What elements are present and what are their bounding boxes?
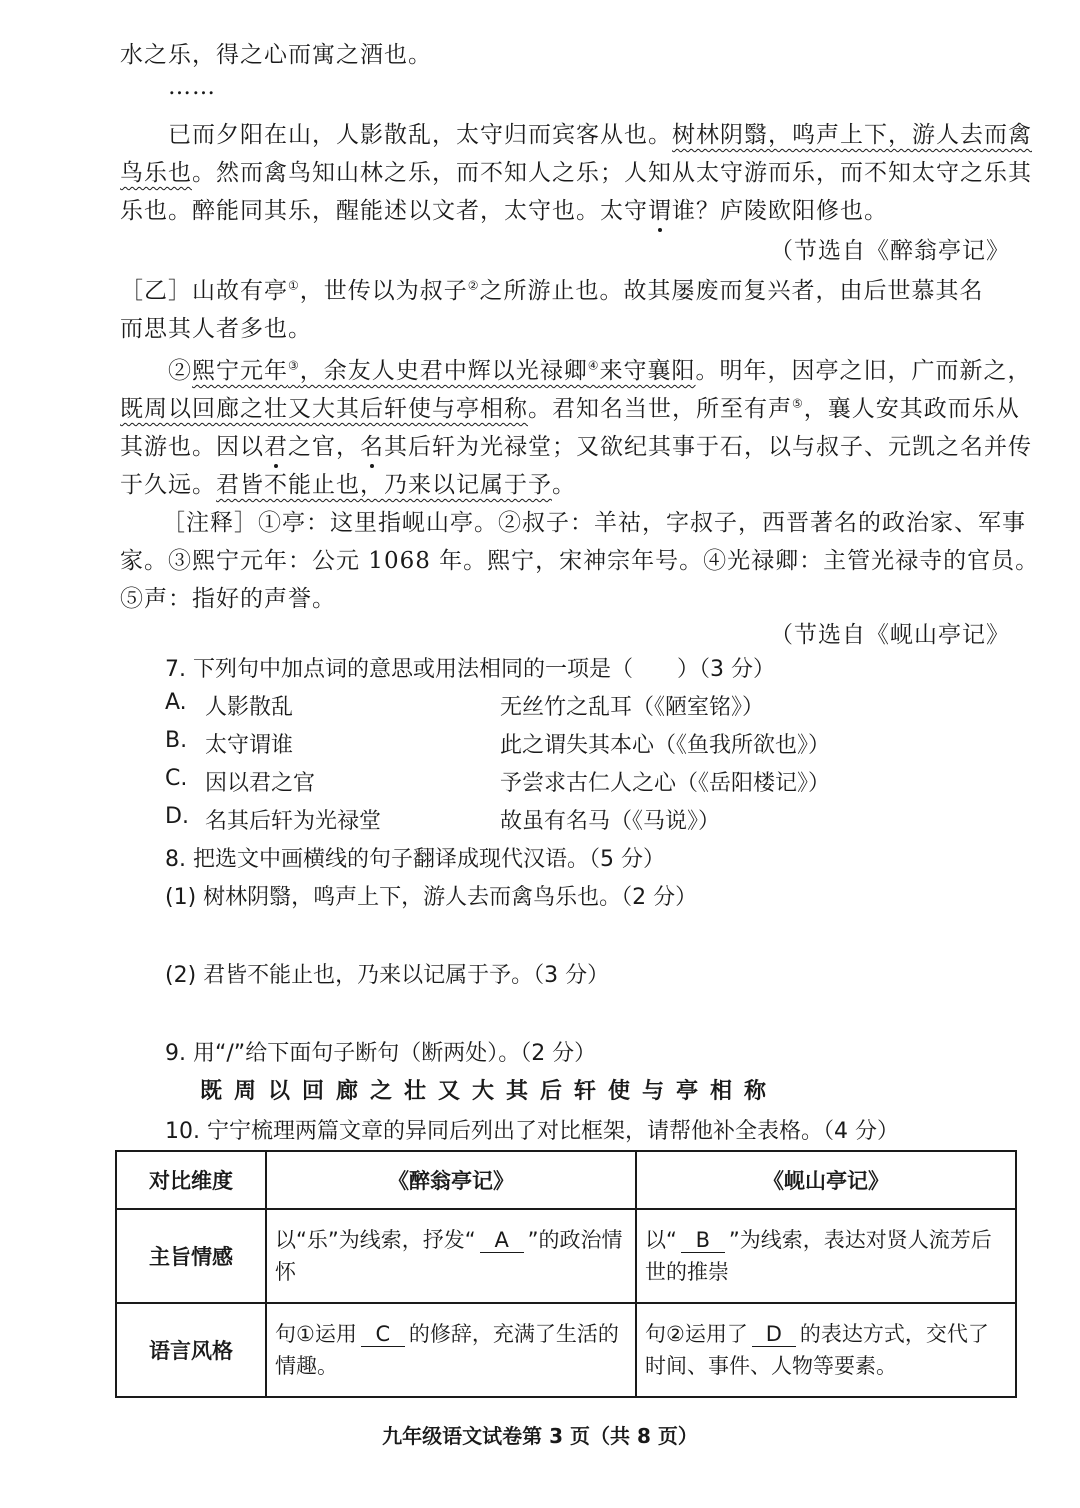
cell-row1-b: 以“ B ”为线索，表达对贤人流芳后世的推崇 — [636, 1209, 1016, 1303]
q8-sentence-1: (1) 树林阴翳，鸣声上下，游人去而禽鸟乐也。（2 分） — [165, 885, 698, 910]
notes-line: 家。③熙宁元年：公元 1068 年。熙宁，宋神宗年号。④光禄卿：主管光禄寺的官员。 — [120, 548, 1040, 574]
q7-stem: 7. 下列句中加点词的意思或用法相同的一项是（ ）（3 分） — [165, 657, 775, 682]
ellipsis: …… — [168, 74, 216, 100]
q7-option-a-label: A. — [165, 690, 187, 715]
q7-option-c-label: C. — [165, 766, 188, 791]
blank-d[interactable]: D — [752, 1322, 796, 1347]
dotted-word: 君 — [264, 434, 288, 460]
underlined-sentence: 熙宁元年③，余友人史君中辉以光禄卿④来守襄阳 — [192, 358, 696, 384]
header-dimension: 对比维度 — [116, 1151, 266, 1209]
blank-c[interactable]: C — [361, 1322, 405, 1347]
underlined-sentence: 君皆不能止也，乃来以记属于予 — [216, 472, 552, 498]
q7-option-c-left: 因以君之官 — [205, 771, 316, 796]
row-dimension: 语言风格 — [116, 1303, 266, 1397]
q9-stem: 9. 用“/”给下面句子断句（断两处）。（2 分） — [165, 1041, 597, 1066]
dotted-word: 名 — [360, 434, 384, 460]
q7-option-d-label: D. — [165, 804, 189, 829]
passage-line: 既周以回廊之壮又大其后轩使与亭相称。君知名当世，所至有声⑤，襄人安其政而乐从 — [120, 396, 1020, 422]
source-citation: （节选自《醉翁亭记》 — [770, 238, 1010, 264]
q7-option-d-right: 故虽有名马（《马说》） — [500, 809, 721, 834]
q7-option-d-left: 名其后轩为光禄堂 — [205, 809, 382, 834]
q8-sentence-2: (2) 君皆不能止也，乃来以记属于予。（3 分） — [165, 963, 610, 988]
cell-row2-a: 句①运用 C 的修辞，充满了生活的情趣。 — [266, 1303, 636, 1397]
dotted-word: 谓 — [648, 198, 672, 224]
q9-sentence: 既周以回廊之壮又大其后轩使与亭相称 — [200, 1078, 779, 1104]
table-header-row — [116, 1151, 1016, 1209]
passage-line: 水之乐，得之心而寓之酒也。 — [120, 42, 432, 68]
q7-option-b-left: 太守谓谁 — [205, 733, 294, 758]
source-citation: （节选自《岘山亭记》 — [770, 622, 1010, 648]
blank-b[interactable]: B — [681, 1228, 725, 1253]
passage-line: ［乙］山故有亭①，世传以为叔子②之所游止也。故其屡废而复兴者，由后世慕其名 — [120, 278, 984, 304]
q10-stem: 10. 宁宁梳理两篇文章的异同后列出了对比框架，请帮他补全表格。（4 分） — [165, 1119, 899, 1144]
underlined-sentence: 既周以回廊之壮又大其后轩使与亭相称 — [120, 396, 528, 422]
row-dimension: 主旨情感 — [116, 1209, 266, 1303]
passage-line: ②熙宁元年③，余友人史君中辉以光禄卿④来守襄阳。明年，因亭之旧，广而新之， — [168, 358, 1032, 384]
passage-line: 已而夕阳在山，人影散乱，太守归而宾客从也。树林阴翳，鸣声上下，游人去而禽 — [168, 122, 1032, 148]
notes-line: ⑤声：指好的声誉。 — [120, 586, 336, 612]
q7-option-a-right: 无丝竹之乱耳（《陋室铭》） — [500, 695, 765, 720]
header-zuiweng: 《醉翁亭记》 — [266, 1151, 636, 1209]
cell-row2-b: 句②运用了 D 的表达方式，交代了时间、事件、人物等要素。 — [636, 1303, 1016, 1397]
q7-option-b-label: B. — [165, 728, 188, 753]
q7-option-b-right: 此之谓失其本心（《鱼我所欲也》） — [500, 733, 831, 758]
notes-line: ［注释］①亭：这里指岘山亭。②叔子：羊祜，字叔子，西晋著名的政治家、军事 — [162, 510, 1026, 536]
passage-line: 鸟乐也。然而禽鸟知山林之乐，而不知人之乐；人知从太守游而乐，而不知太守之乐其 — [120, 160, 1032, 186]
page-footer: 九年级语文试卷第 3 页（共 8 页） — [382, 1424, 698, 1448]
comparison-table — [115, 1150, 1017, 1398]
q7-option-c-right: 予尝求古仁人之心（《岳阳楼记》） — [500, 771, 831, 796]
passage-line: 而思其人者多也。 — [120, 316, 312, 342]
passage-line: 于久远。君皆不能止也，乃来以记属于予。 — [120, 472, 576, 498]
q8-stem: 8. 把选文中画横线的句子翻译成现代汉语。（5 分） — [165, 847, 665, 872]
q7-option-a-left: 人影散乱 — [205, 695, 294, 720]
cell-row1-a: 以“乐”为线索，抒发“ A ”的政治情怀 — [266, 1209, 636, 1303]
passage-line: 其游也。因以君之官，名其后轩为光禄堂；又欲纪其事于石，以与叔子、元凯之名并传 — [120, 434, 1032, 460]
underlined-sentence: 树林阴翳，鸣声上下，游人去而禽 — [672, 122, 1032, 148]
header-xianshan: 《岘山亭记》 — [636, 1151, 1016, 1209]
underlined-sentence: 鸟乐也 — [120, 160, 192, 186]
blank-a[interactable]: A — [480, 1228, 524, 1253]
table-row — [116, 1303, 1016, 1397]
passage-line: 乐也。醉能同其乐，醒能述以文者，太守也。太守谓谁？庐陵欧阳修也。 — [120, 198, 888, 224]
table-row — [116, 1209, 1016, 1303]
